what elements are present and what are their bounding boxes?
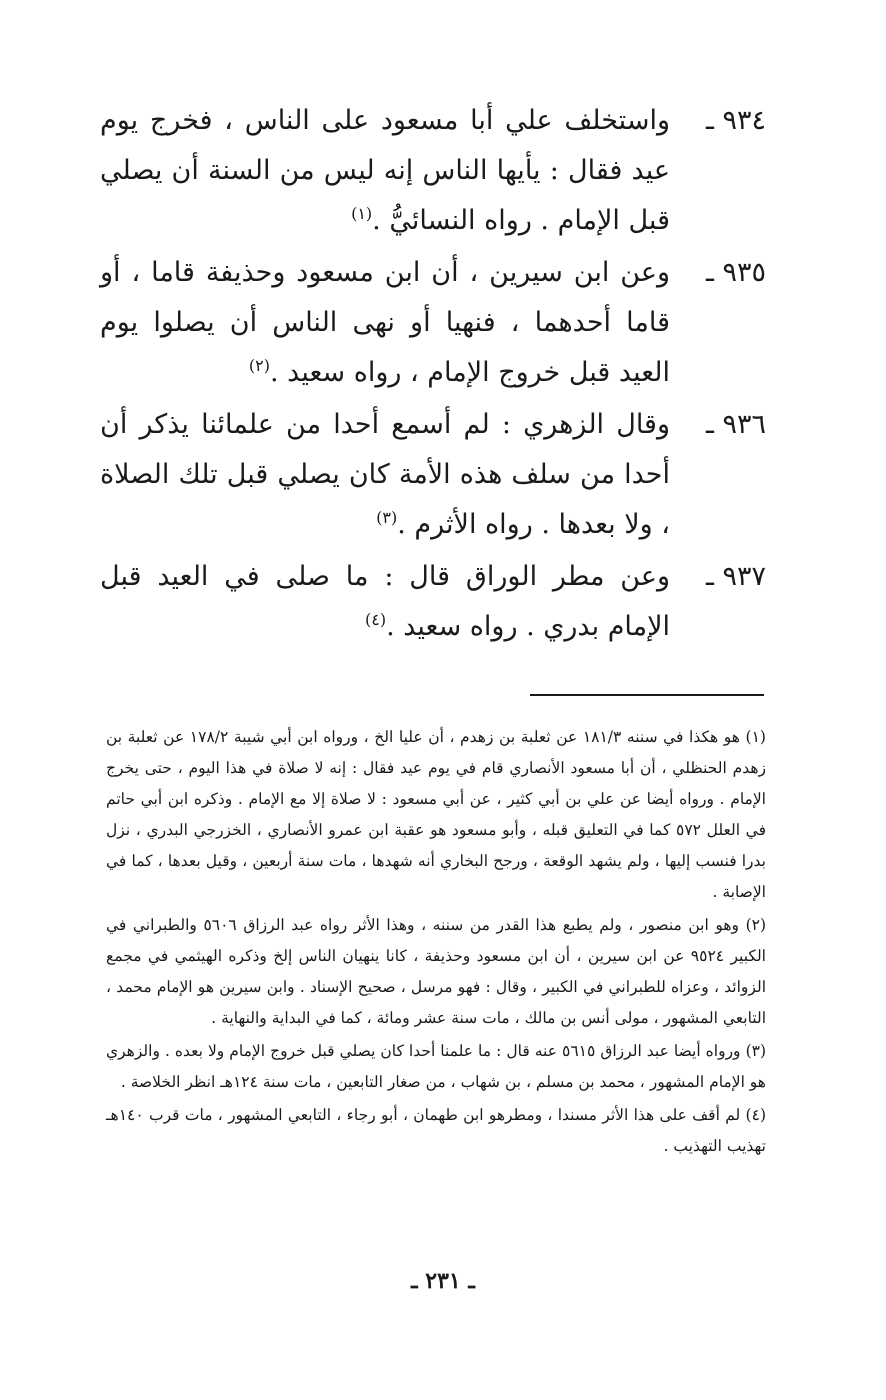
footnote-divider	[530, 694, 764, 696]
hadith-entry	[100, 96, 766, 246]
entry-text: وقال الزهري : لم أسمع أحدا من علمائنا يذكر أن أحدا من سلف هذه الأمة كان يصلي قبل تلك الصلاة ، ولا بعدها . رواه الأثرم .	[100, 409, 670, 540]
entry-text: وعن مطر الوراق قال : ما صلى في العيد قبل الإمام بدري . رواه سعيد .	[100, 561, 670, 642]
footnote-ref: (٣)	[376, 508, 398, 527]
footnote-ref: (٢)	[248, 356, 270, 375]
page-number: ـ ٢٣١ ـ	[411, 1268, 475, 1294]
footnote: (١) هو هكذا في سننه ١٨١/٣ عن ثعلبة بن زهدم ، أن عليا الخ ، ورواه ابن أبي شيبة ١٧٨/٢ عن ثعلبة بن زهدم الحنظلي ، أن أبا مسعود الأنصاري قام في يوم عيد فقال : إنه لا صلاة في هذا اليوم ، حتى يخرج الإمام . ورواه أيضا عن علي بن أبي كثير ، عن أبي مسعود : لا صلاة إلا مع الإمام . وذكره ابن أبي حاتم في العلل ٥٧٢ كما في التعليق قبله ، وأبو مسعود هو عقبة ابن عمرو الأنصاري ، الخزرجي البدري ، نزل بدرا فنسب إليها ، ولم يشهد الوقعة ، ورجح البخاري أنه شهدها ، مات سنة أربعين ، وقيل بعدها ، كما في الإصابة .	[106, 728, 767, 901]
footnote-ref: (٤)	[364, 610, 387, 629]
entry-number: ٩٣٤ ـ	[705, 105, 766, 136]
hadith-entry	[100, 552, 766, 652]
entry-number: ٩٣٧ ـ	[705, 561, 766, 592]
footnote-ref: (١)	[351, 204, 373, 223]
entry-number: ٩٣٦ ـ	[705, 409, 766, 440]
main-text	[100, 96, 766, 654]
entry-text: وعن ابن سيرين ، أن ابن مسعود وحذيفة قاما ، أو قاما أحدهما ، فنهيا أو نهى الناس أن يصلوا يوم العيد قبل خروج الإمام ، رواه سعيد .	[100, 257, 670, 388]
entry-number: ٩٣٥ ـ	[705, 257, 766, 288]
footnote: (٤) لم أقف على هذا الأثر مسندا ، ومطرهو ابن طهمان ، أبو رجاء ، التابعي المشهور ، مات قرب ١٤٠هـ تهذيب التهذيب .	[106, 1106, 766, 1155]
hadith-entry	[100, 400, 766, 550]
hadith-entry	[100, 248, 766, 398]
footnote: (٣) ورواه أيضا عبد الرزاق ٥٦١٥ عنه قال : ما علمنا أحدا كان يصلي قبل خروج الإمام ولا بعده . والزهري هو الإمام المشهور ، محمد بن مسلم ، بن شهاب ، من صغار التابعين ، مات سنة ١٢٤هـ انظر الخلاصة .	[106, 1042, 767, 1091]
footnote: (٢) وهو ابن منصور ، ولم يطبع هذا القدر من سننه ، وهذا الأثر رواه عبد الرزاق ٥٦٠٦ والطبراني في الكبير ٩٥٢٤ عن ابن سيرين ، أن ابن مسعود وحذيفة ، كانا ينهيان الناس إلخ وذكره الهيثمي في مجمع الزوائد ، وعزاه للطبراني في الكبير ، وقال : فهو مرسل ، صحيح الإسناد . وابن سيرين هو الإمام محمد ، التابعي المشهور ، مولى أنس بن مالك ، مات سنة عشر ومائة ، كما في البداية والنهاية .	[106, 916, 767, 1027]
entry-text: واستخلف علي أبا مسعود على الناس ، فخرج يوم عيد فقال : يأيها الناس إنه ليس من السنة أن يصلي قبل الإمام . رواه النسائيُّ .	[100, 105, 670, 236]
footnotes	[106, 722, 766, 1164]
